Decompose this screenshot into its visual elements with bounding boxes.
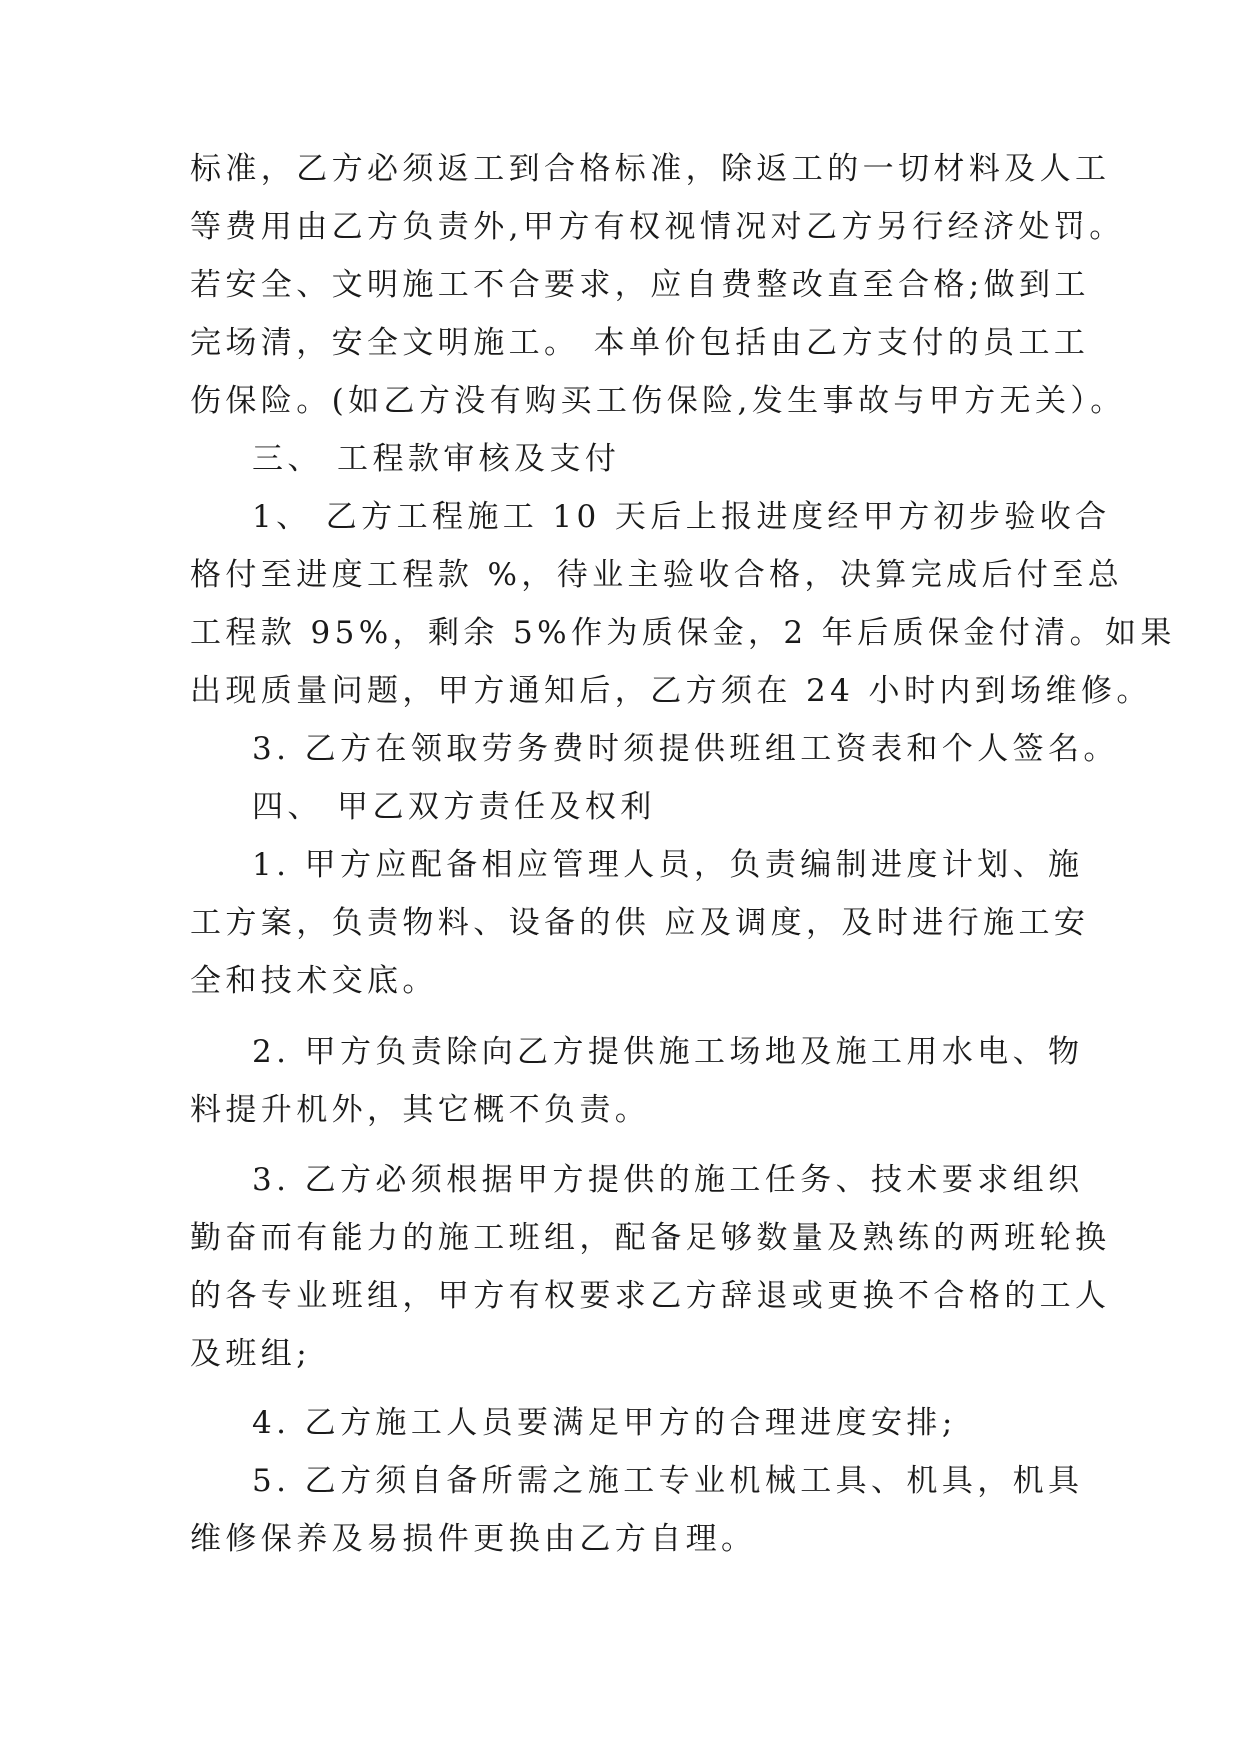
text-line: 等费用由乙方负责外,甲方有权视情况对乙方另行经济处罚。 xyxy=(190,209,1125,245)
text-line: 工方案，负责物料、设备的供 应及调度，及时进行施工安 xyxy=(190,905,1090,941)
text-line: 1. 甲方应配备相应管理人员，负责编制进度计划、施 xyxy=(252,847,1084,883)
text-line: 伤保险。(如乙方没有购买工伤保险,发生事故与甲方无关）。 xyxy=(190,383,1126,419)
text-line: 的各专业班组，甲方有权要求乙方辞退或更换不合格的工人 xyxy=(190,1278,1111,1314)
section-heading: 三、 工程款审核及支付 xyxy=(252,441,621,477)
text-line: 全和技术交底。 xyxy=(190,963,438,999)
text-line: 及班组; xyxy=(190,1336,312,1372)
text-line: 标准，乙方必须返工到合格标准，除返工的一切材料及人工 xyxy=(190,151,1111,187)
text-line: 4. 乙方施工人员要满足甲方的合理进度安排; xyxy=(252,1405,957,1441)
text-line: 若安全、文明施工不合要求，应自费整改直至合格;做到工 xyxy=(190,267,1090,303)
text-line: 1、 乙方工程施工 10 天后上报进度经甲方初步验收合 xyxy=(252,499,1111,535)
text-line: 3. 乙方必须根据甲方提供的施工任务、技术要求组织 xyxy=(252,1162,1084,1198)
text-line: 出现质量问题，甲方通知后，乙方须在 24 小时内到场维修。 xyxy=(190,673,1152,709)
text-line: 勤奋而有能力的施工班组，配备足够数量及熟练的两班轮换 xyxy=(190,1220,1111,1256)
text-line: 2. 甲方负责除向乙方提供施工场地及施工用水电、物 xyxy=(252,1034,1084,1070)
text-line: 3. 乙方在领取劳务费时须提供班组工资表和个人签名。 xyxy=(252,731,1119,767)
text-line: 5. 乙方须自备所需之施工专业机械工具、机具，机具 xyxy=(252,1463,1084,1499)
section-heading: 四、 甲乙双方责任及权利 xyxy=(252,789,656,825)
text-line: 完场清，安全文明施工。 本单价包括由乙方支付的员工工 xyxy=(190,325,1090,361)
text-line: 维修保养及易损件更换由乙方自理。 xyxy=(190,1521,757,1557)
text-line: 工程款 95%，剩余 5%作为质保金，2 年后质保金付清。如果 xyxy=(190,615,1176,651)
text-line: 格付至进度工程款 %，待业主验收合格，决算完成后付至总 xyxy=(190,557,1124,593)
text-line: 料提升机外，其它概不负责。 xyxy=(190,1092,651,1128)
